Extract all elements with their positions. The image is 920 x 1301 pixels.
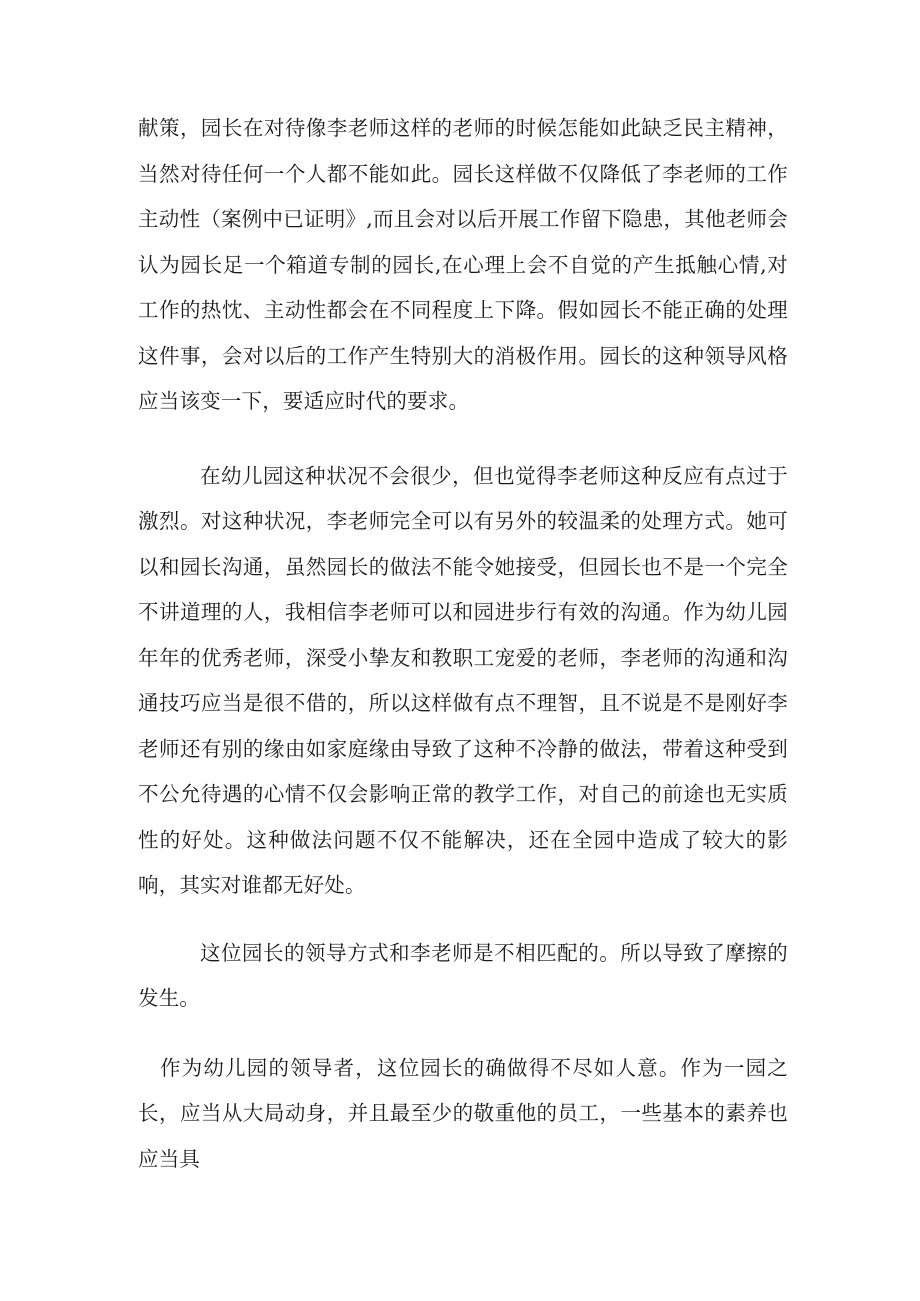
paragraph-3: 这位园长的领导方式和李老师是不相匹配的。所以导致了摩擦的发生。 [138,940,788,1010]
document-page [138,106,788,1182]
paragraph-2: 在幼儿园这种状况不会很少，但也觉得李老师这种反应有点过于激烈。对这种状况，李老师完全可以有另外的较温柔的处理方式。她可以和园长沟通，虽然园长的做法不能令她接受，但园长也不是一个完全不讲道理的人，我相信李老师可以和园进步行有效的沟通。作为幼儿园年年的优秀老师，深受小挚友和教职工宠爱的老师，李老师的沟通和沟通技巧应当是很不借的，所以这样做有点不理智，且不说是不是刚好李老师还有别的缘由如家庭缘由导致了这种不冷静的做法，带着这种受到不公允待遇的心情不仅会影响正常的教学工作，对自己的前途也无实质性的好处。这种做法问题不仅不能解决，还在全园中造成了较大的影响，其实对谁都无好处。 [138,463,788,897]
paragraph-1: 献策，园长在对待像李老师这样的老师的时候怎能如此缺乏民主精神，当然对待任何一个人都不能如此。园长这样做不仅降低了李老师的工作主动性（案例中已证明》,而且会对以后开展工作留下隐患，其他老师会认为园长足一个箱道专制的园长,在心理上会不自觉的产生抵触心情,对工作的热忱、主动性都会在不同程度上下降。假如园长不能正确的处理这件事，会对以后的工作产生特别大的消极作用。园长的这种领导风格应当该变一下，要适应时代的要求。 [138,116,788,413]
paragraph-4: 作为幼儿园的领导者，这位园长的确做得不尽如人意。作为一园之长，应当从大局动身，并且最至少的敬重他的员工，一些基本的素养也应当具 [138,1055,788,1171]
